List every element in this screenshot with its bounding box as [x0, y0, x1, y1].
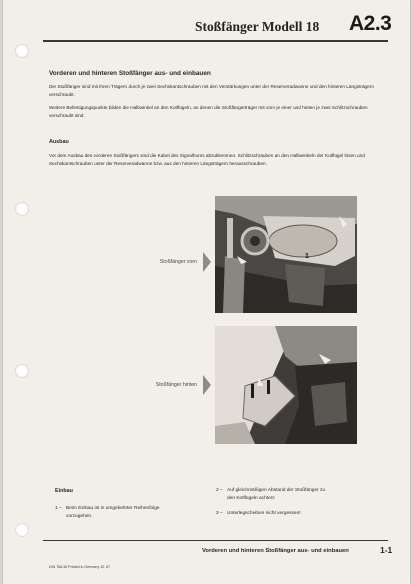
einbau-heading: Einbau — [55, 488, 73, 494]
page-header-code: A2.3 — [349, 12, 392, 35]
einbau-step-2 — [216, 487, 366, 503]
front-bumper-photo — [215, 196, 357, 313]
punch-hole — [15, 44, 29, 58]
footer-title: Vorderen und hinteren Stoßfänger aus- und einbauen — [202, 548, 349, 554]
ausbau-heading: Ausbau — [49, 139, 69, 145]
intro-paragraph-1: Die Stoßfänger sind mit ihren Trägern durch je zwei Sechskantschrauben mit den Verstärkungen unter der Reserveradwanne und den hinteren Längsträgern verschraubt. — [49, 84, 374, 97]
page-header-title: Stoßfänger Modell 18 — [195, 19, 320, 34]
manual-page — [3, 0, 410, 584]
rear-bumper-photo — [215, 326, 357, 444]
front-photo-label: 1 — [305, 253, 309, 260]
ausbau-paragraph: Vor dem Ausbau des vorderen Stoßfängers sind die Kabel des Signalhorns abzuklemmen. Schlitzschrauben an den Halbwinkeln der Kotflügel lösen und Sechskantschrauben unter der Reserveradwanne bzw. aus den hinteren Längsträgern herausschrauben. — [49, 153, 365, 166]
punch-hole — [15, 523, 29, 537]
step-text: Beim Einbau ist in umgekehrter Reihenfolge — [66, 506, 160, 511]
front-caption: Stoßfänger vorn — [159, 259, 197, 265]
einbau-step-3 — [216, 510, 366, 518]
footer-rule — [43, 540, 388, 541]
section-title: Vorderen und hinteren Stoßfänger aus- und einbauen — [49, 70, 211, 77]
front-caption-arrow — [203, 252, 211, 272]
print-note: DIN 768.36 Printed in Germany 10. 67 — [49, 565, 111, 569]
step-number: 3 – — [216, 511, 223, 516]
einbau-step-1 — [55, 505, 195, 521]
step-text: vorzugehen. — [66, 513, 93, 519]
rear-caption-arrow — [203, 375, 211, 395]
step-text: Auf gleichmäßigen Abstand der Stoßfänger zu — [227, 488, 326, 493]
header-rule — [43, 40, 388, 42]
step-number: 2 – — [216, 488, 223, 493]
intro-paragraph-2: Weitere Befestigungspunkte bilden die Halbwinkel an den Kotflügeln, an denen die Stoßfängerträger mit vorn je einer und hinten je zwei Schlitzschrauben verschraubt sind. — [49, 105, 368, 118]
page-number: 1-1 — [380, 545, 393, 555]
punch-hole — [15, 202, 29, 216]
rear-caption: Stoßfänger hinten — [155, 382, 197, 388]
punch-hole — [15, 364, 29, 378]
step-number: 1 – — [55, 506, 62, 511]
step-text: den Kotflügeln achten! — [227, 495, 275, 501]
step-text: Unterlegscheiben nicht vergessen! — [227, 511, 301, 516]
